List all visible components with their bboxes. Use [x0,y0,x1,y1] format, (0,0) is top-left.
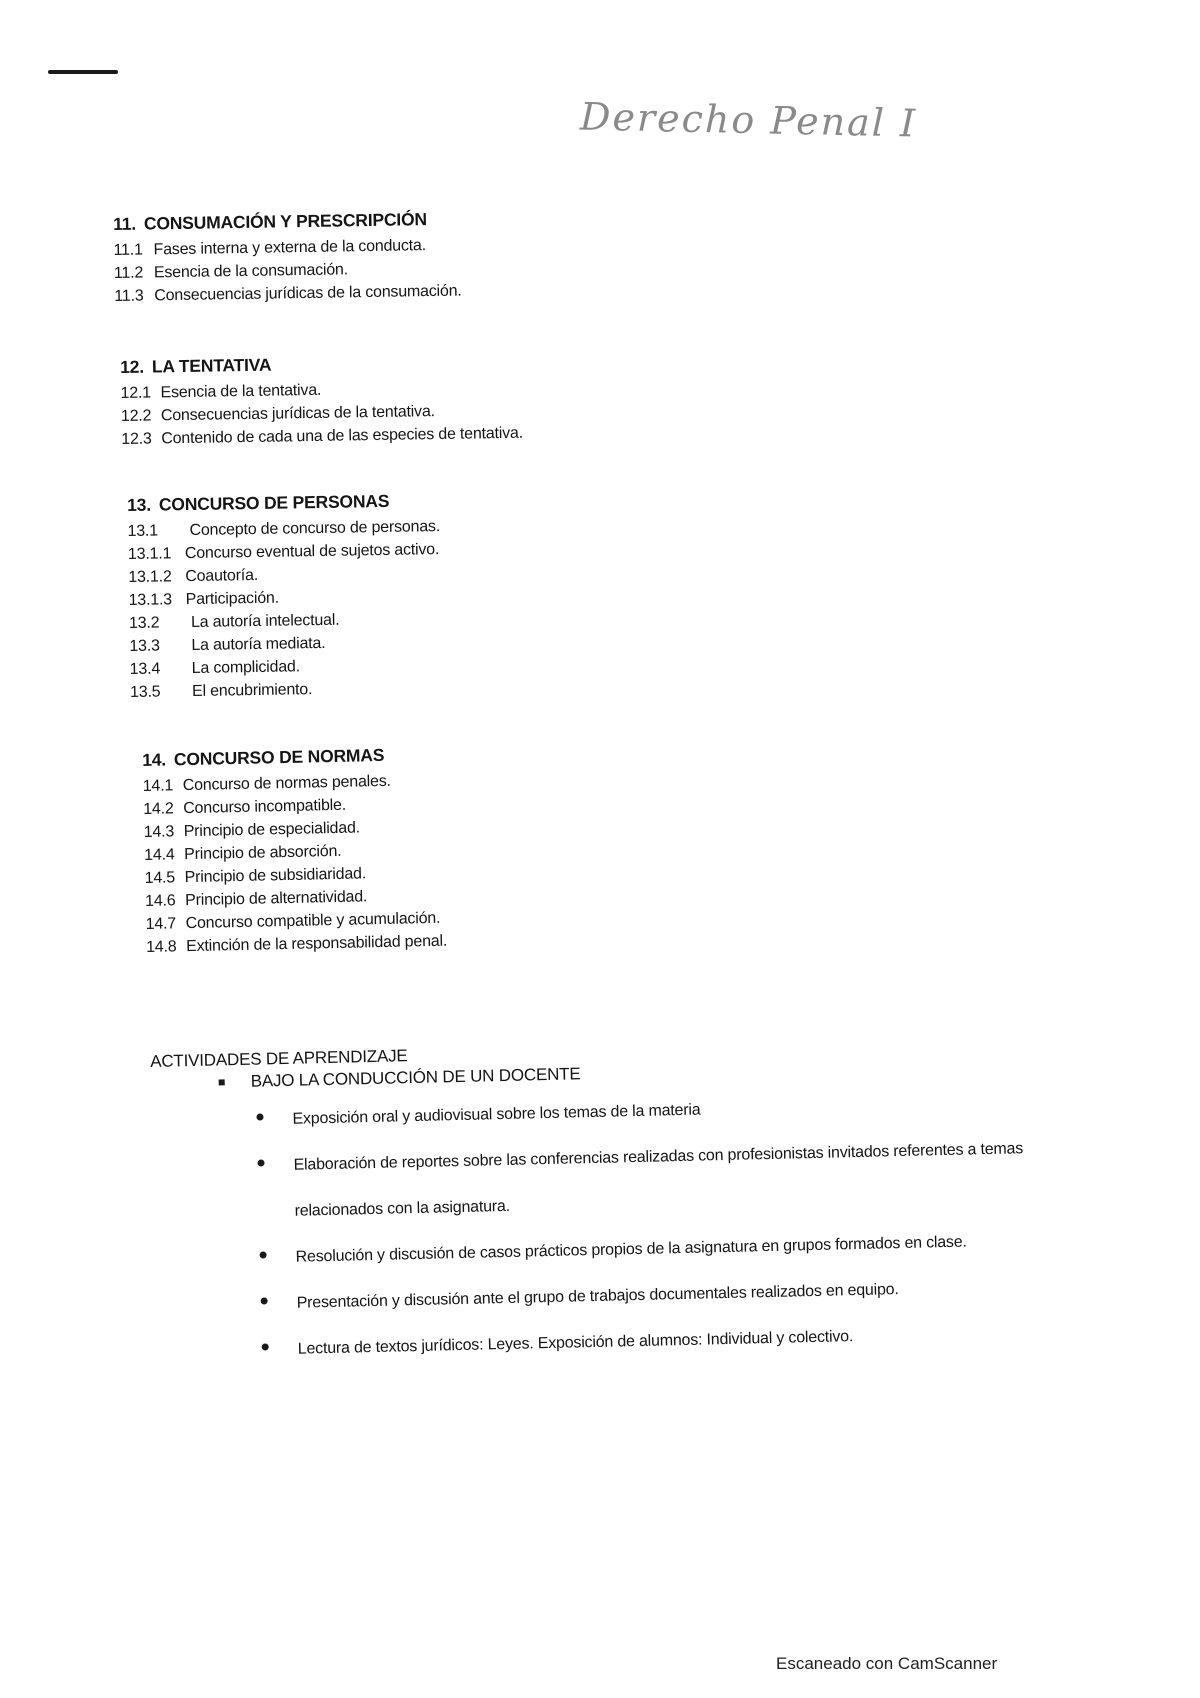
section-number: 11. [113,213,137,234]
bullet-icon [256,1113,263,1120]
item-text: Extinción de la responsabilidad penal. [185,932,448,956]
activity-text: Resolución y discusión de casos prácticos propios de la asignatura en grupos formados en clase. [295,1233,967,1266]
list-item [130,676,443,704]
section-title: LA TENTATIVA [151,354,272,377]
section-14 [142,744,447,959]
item-text: Concurso eventual de sujetos activo. [184,541,440,563]
bullet-icon [262,1343,269,1350]
section-number: 13. [127,494,152,515]
item-text: Principio de especialidad. [183,819,361,841]
section-13 [127,490,443,704]
item-number: 14.8 [145,938,177,956]
section-heading [120,351,522,378]
item-text: Concepto de concurso de personas. [189,518,441,540]
section-title: CONCURSO DE NORMAS [173,744,385,770]
item-text: La complicidad. [191,658,301,678]
item-text: Principio de absorción. [184,842,342,864]
item-text: La autoría mediata. [191,634,326,655]
item-number: 12.2 [120,407,152,425]
item-text: Principio de alternatividad. [184,888,368,910]
item-number: 12.3 [121,430,152,448]
section-11 [113,209,462,308]
top-rule-mark [48,70,118,74]
scanner-watermark: Escaneado con CamScanner [776,1654,998,1673]
item-number: 14.1 [142,777,174,795]
item-text: Esencia de la consumación. [153,261,349,282]
activities-section [150,1032,1057,1376]
item-number: 14.2 [143,800,174,818]
item-text: El encubrimiento. [191,681,313,701]
section-number: 14. [142,749,167,770]
bullet-icon [260,1251,267,1258]
item-number: 13.4 [129,660,161,678]
activity-text: Exposición oral y audiovisual sobre los temas de la materia [292,1101,701,1128]
list-item [121,422,523,451]
item-number: 14.4 [144,846,175,864]
activities-list [256,1080,1057,1374]
item-text: Principio de subsidiaridad. [184,865,367,887]
item-number: 13.1 [127,522,159,540]
item-text: Participación. [185,589,280,609]
item-number: 13.2 [128,614,160,632]
item-number: 12.1 [120,384,152,402]
list-item [257,1126,1054,1236]
section-title: CONSUMACIÓN Y PRESCRIPCIÓN [143,209,427,234]
section-12 [120,351,523,451]
activities-group-label: BAJO LA CONDUCCIÓN DE UN DOCENTE [250,1064,581,1091]
item-number: 13.1.3 [128,591,173,609]
list-item [114,280,462,308]
item-text: Fases interna y externa de la conducta. [153,237,427,259]
activity-text: Elaboración de reportes sobre las conferencias realizadas con profesionistas invitados referentes a temas relacionados con la asignatura. [293,1140,1024,1220]
activity-text: Presentación y discusión ante el grupo de trabajos documentales realizados en equipo. [296,1281,899,1312]
item-text: Coautoría. [185,566,259,586]
item-text: Consecuencias jurídicas de la consumación. [154,282,462,305]
item-number: 13.3 [129,637,160,655]
activities-title: ACTIVIDADES DE APRENDIZAJE [150,1046,408,1071]
handwritten-title: Derecho Penal I [579,94,918,146]
item-number: 11.1 [113,241,143,259]
section-number: 12. [120,356,145,377]
item-number: 13.5 [129,683,161,701]
item-number: 14.3 [143,823,175,841]
bullet-icon [257,1159,264,1166]
item-text: Concurso incompatible. [183,796,347,818]
item-number: 14.5 [144,869,176,887]
section-heading [113,209,461,235]
item-text: Concurso de normas penales. [182,772,391,795]
section-heading [127,490,440,516]
item-number: 13.1.2 [128,568,172,586]
item-text: Esencia de la tentativa. [160,381,322,402]
square-bullet-icon [219,1079,225,1085]
item-number: 13.1.1 [127,545,172,563]
list-item [128,538,441,566]
item-text: Concurso compatible y acumulación. [185,909,441,933]
item-text: Consecuencias jurídicas de la tentativa. [160,403,435,425]
item-number: 11.2 [113,264,144,282]
item-text: La autoría intelectual. [190,611,340,632]
section-title: CONCURSO DE PERSONAS [158,490,390,515]
activity-text: Lectura de textos jurídicos: Leyes. Exposición de alumnos: Individual y colectivo. [297,1328,854,1358]
bullet-icon [261,1297,268,1304]
item-number: 11.3 [114,287,144,305]
item-text: Contenido de cada una de las especies de tentativa. [161,424,524,448]
section-heading [142,744,443,771]
list-item [146,930,447,959]
item-number: 14.7 [145,915,177,933]
item-number: 14.6 [144,892,176,910]
